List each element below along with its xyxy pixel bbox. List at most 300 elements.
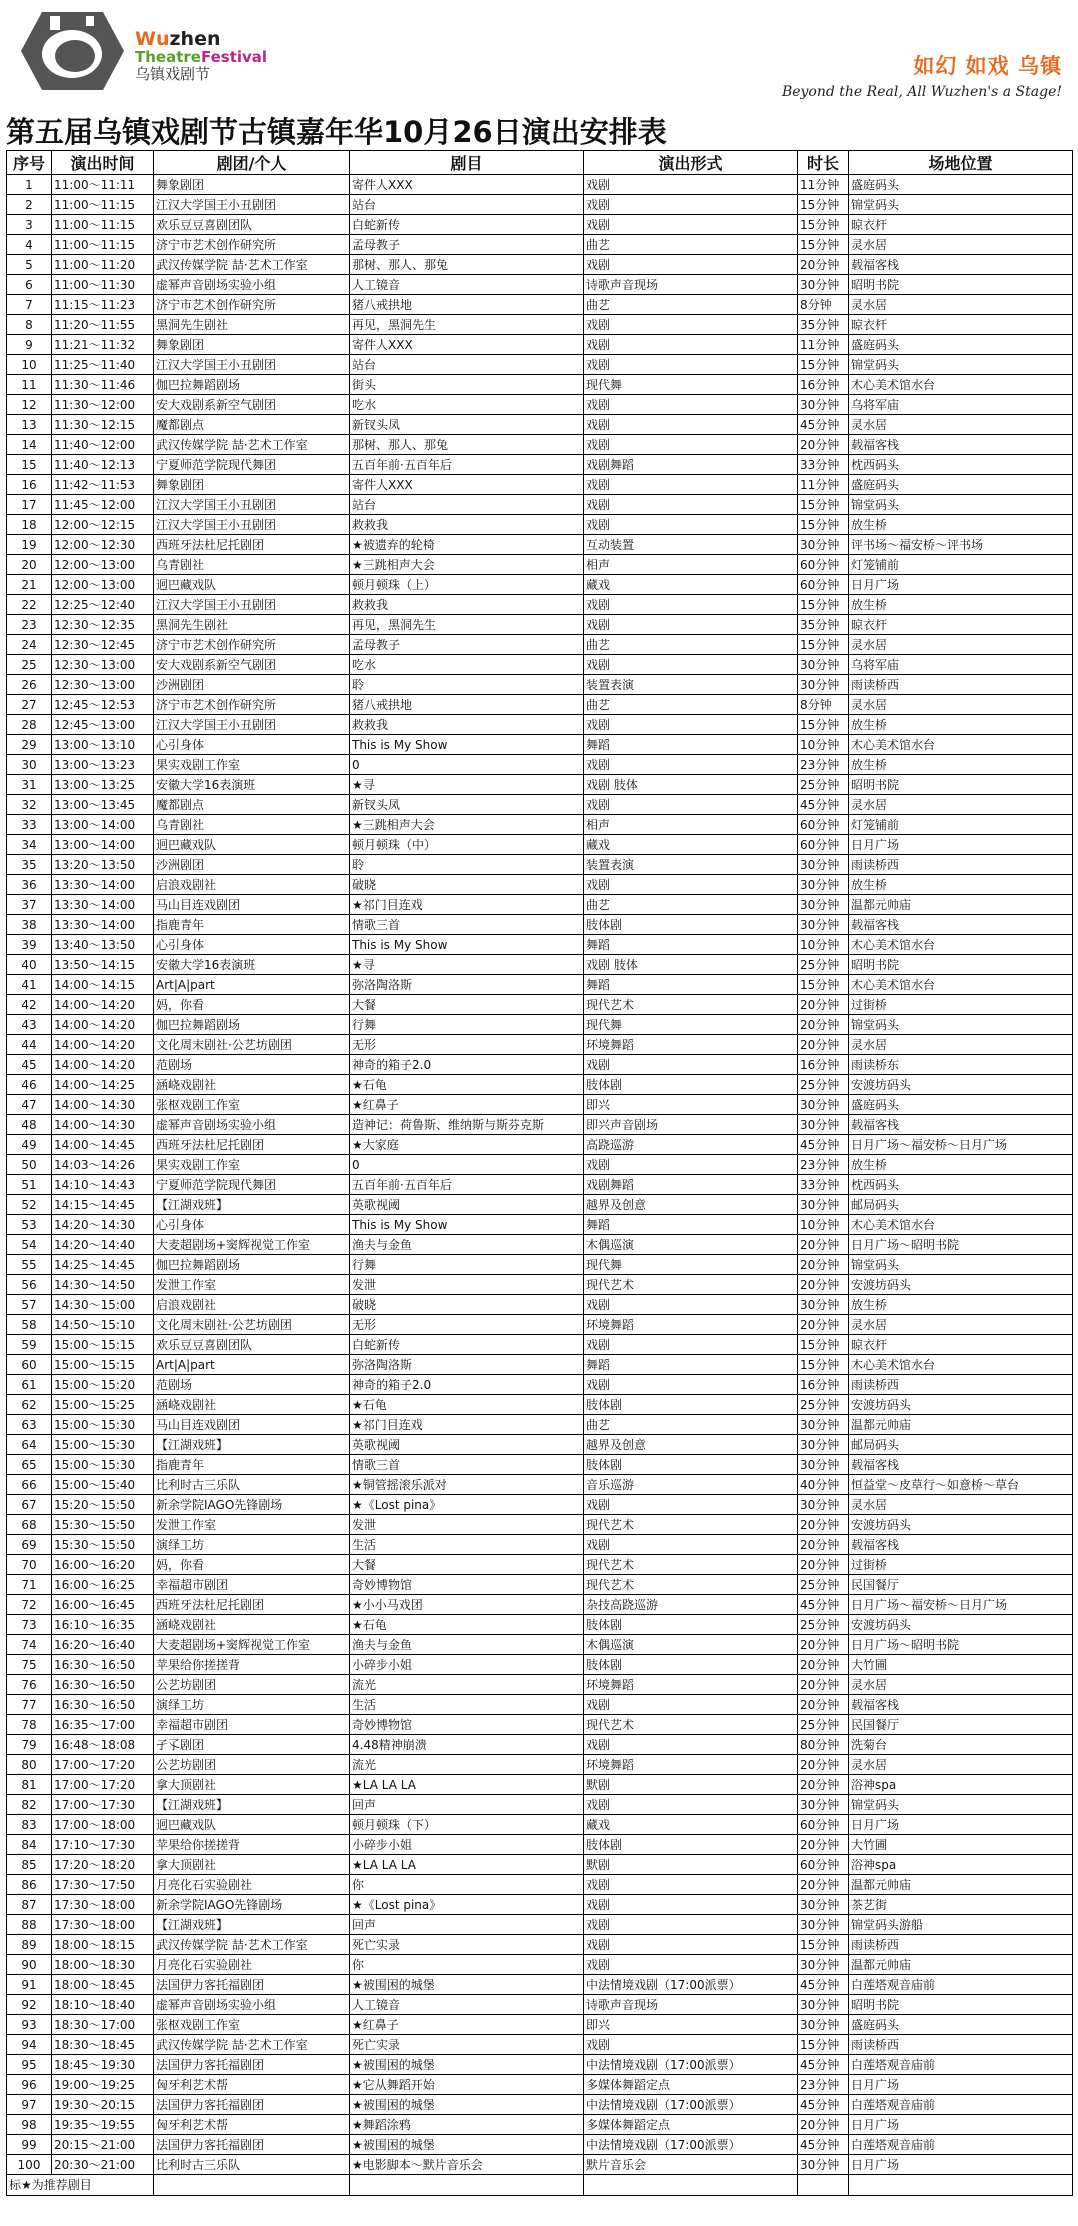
cell-program: 回声 bbox=[350, 1915, 584, 1935]
cell-program: ★小小马戏团 bbox=[350, 1595, 584, 1615]
cell-venue: 浴神spa bbox=[849, 1775, 1073, 1795]
cell-venue: 放生桥 bbox=[849, 515, 1073, 535]
cell-program: ★三跳相声大会 bbox=[350, 815, 584, 835]
cell-duration: 20分钟 bbox=[798, 1695, 849, 1715]
cell-duration: 25分钟 bbox=[798, 1575, 849, 1595]
cell-duration: 20分钟 bbox=[798, 1235, 849, 1255]
cell-form: 环境舞蹈 bbox=[584, 1035, 798, 1055]
cell-venue: 温都元帅庙 bbox=[849, 1955, 1073, 1975]
cell-duration: 35分钟 bbox=[798, 615, 849, 635]
cell-duration: 15分钟 bbox=[798, 215, 849, 235]
cell-time: 16:30～16:50 bbox=[52, 1695, 154, 1715]
cell-time: 15:00～15:20 bbox=[52, 1375, 154, 1395]
cell-time: 14:00～14:20 bbox=[52, 1015, 154, 1035]
cell-troupe: 发泄工作室 bbox=[154, 1515, 350, 1535]
table-row bbox=[7, 1535, 1073, 1555]
table-row bbox=[7, 1155, 1073, 1175]
cell-no: 48 bbox=[7, 1115, 52, 1135]
cell-duration: 25分钟 bbox=[798, 1075, 849, 1095]
cell-form: 诗歌声音现场 bbox=[584, 275, 798, 295]
cell-time: 11:00～11:20 bbox=[52, 255, 154, 275]
cell-troupe: 张枢戏剧工作室 bbox=[154, 2015, 350, 2035]
cell-time: 12:30～13:00 bbox=[52, 675, 154, 695]
table-row bbox=[7, 1795, 1073, 1815]
cell-venue: 灵水居 bbox=[849, 1495, 1073, 1515]
cell-form: 戏剧舞蹈 bbox=[584, 455, 798, 475]
table-header-row bbox=[7, 151, 1073, 175]
cell-program: ★《Lost pina》 bbox=[350, 1495, 584, 1515]
cell-form: 戏剧 bbox=[584, 1155, 798, 1175]
cell-venue: 灯笼铺前 bbox=[849, 815, 1073, 835]
cell-duration: 30分钟 bbox=[798, 275, 849, 295]
cell-no: 13 bbox=[7, 415, 52, 435]
cell-no: 56 bbox=[7, 1275, 52, 1295]
cell-duration: 20分钟 bbox=[798, 1255, 849, 1275]
cell-time: 11:00～11:15 bbox=[52, 215, 154, 235]
cell-venue: 洗菊台 bbox=[849, 1735, 1073, 1755]
cell-duration: 30分钟 bbox=[798, 655, 849, 675]
cell-no: 80 bbox=[7, 1755, 52, 1775]
cell-no: 11 bbox=[7, 375, 52, 395]
cell-time: 13:30～14:00 bbox=[52, 915, 154, 935]
table-footer-row bbox=[7, 2175, 1073, 2196]
cell-venue: 盛庭码头 bbox=[849, 475, 1073, 495]
cell-time: 11:00～11:11 bbox=[52, 175, 154, 195]
cell-duration: 30分钟 bbox=[798, 1115, 849, 1135]
cell-troupe: 欢乐豆豆喜剧团队 bbox=[154, 1335, 350, 1355]
cell-form: 戏剧 bbox=[584, 195, 798, 215]
cell-time: 11:00～11:30 bbox=[52, 275, 154, 295]
cell-troupe: 比利时古三乐队 bbox=[154, 1475, 350, 1495]
cell-venue: 昭明书院 bbox=[849, 275, 1073, 295]
cell-venue: 载福客栈 bbox=[849, 1115, 1073, 1135]
cell-time: 14:30～15:00 bbox=[52, 1295, 154, 1315]
cell-program: 救救我 bbox=[350, 595, 584, 615]
cell-no: 50 bbox=[7, 1155, 52, 1175]
cell-duration: 25分钟 bbox=[798, 1615, 849, 1635]
cell-form: 即兴 bbox=[584, 2015, 798, 2035]
cell-program: ★寻 bbox=[350, 955, 584, 975]
table-body bbox=[7, 175, 1073, 2175]
table-row bbox=[7, 895, 1073, 915]
cell-time: 14:00～14:20 bbox=[52, 995, 154, 1015]
cell-form: 戏剧 bbox=[584, 1335, 798, 1355]
cell-no: 20 bbox=[7, 555, 52, 575]
cell-form: 杂技高跷巡游 bbox=[584, 1595, 798, 1615]
table-row bbox=[7, 1035, 1073, 1055]
logo-word-wu: Wu bbox=[135, 28, 170, 50]
cell-duration: 20分钟 bbox=[798, 1315, 849, 1335]
cell-no: 37 bbox=[7, 895, 52, 915]
cell-time: 14:00～14:20 bbox=[52, 1055, 154, 1075]
cell-venue: 灵水居 bbox=[849, 295, 1073, 315]
cell-form: 戏剧 bbox=[584, 595, 798, 615]
cell-troupe: 迥巴藏戏队 bbox=[154, 835, 350, 855]
cell-venue: 放生桥 bbox=[849, 715, 1073, 735]
cell-program: 大餐 bbox=[350, 995, 584, 1015]
cell-duration: 60分钟 bbox=[798, 835, 849, 855]
cell-time: 16:30～16:50 bbox=[52, 1675, 154, 1695]
cell-duration: 11分钟 bbox=[798, 335, 849, 355]
cell-duration: 11分钟 bbox=[798, 175, 849, 195]
table-row bbox=[7, 235, 1073, 255]
cell-time: 14:00～14:25 bbox=[52, 1075, 154, 1095]
table-row bbox=[7, 1495, 1073, 1515]
cell-time: 14:20～14:40 bbox=[52, 1235, 154, 1255]
cell-venue: 昭明书院 bbox=[849, 775, 1073, 795]
cell-troupe: 济宁市艺术创作研究所 bbox=[154, 695, 350, 715]
cell-troupe: 武汉传媒学院 喆·艺术工作室 bbox=[154, 2035, 350, 2055]
cell-no: 24 bbox=[7, 635, 52, 655]
cell-form: 戏剧 bbox=[584, 1735, 798, 1755]
cell-time: 12:45～13:00 bbox=[52, 715, 154, 735]
table-row bbox=[7, 1475, 1073, 1495]
cell-venue: 乌将军庙 bbox=[849, 395, 1073, 415]
cell-troupe: 迥巴藏戏队 bbox=[154, 1815, 350, 1835]
cell-troupe: 拿大顶剧社 bbox=[154, 1855, 350, 1875]
cell-venue: 锦堂码头 bbox=[849, 495, 1073, 515]
cell-time: 15:30～15:50 bbox=[52, 1535, 154, 1555]
cell-program: 寄件人XXX bbox=[350, 475, 584, 495]
table-row bbox=[7, 375, 1073, 395]
cell-venue: 盛庭码头 bbox=[849, 2015, 1073, 2035]
cell-time: 18:30～18:45 bbox=[52, 2035, 154, 2055]
cell-no: 47 bbox=[7, 1095, 52, 1115]
table-row bbox=[7, 675, 1073, 695]
cell-form: 戏剧 bbox=[584, 315, 798, 335]
cell-duration: 25分钟 bbox=[798, 1395, 849, 1415]
table-row bbox=[7, 1235, 1073, 1255]
cell-troupe: 法国伊力客托福剧团 bbox=[154, 2055, 350, 2075]
slogan bbox=[782, 50, 1062, 100]
cell-no: 43 bbox=[7, 1015, 52, 1035]
cell-no: 77 bbox=[7, 1695, 52, 1715]
cell-duration: 60分钟 bbox=[798, 575, 849, 595]
cell-troupe: 济宁市艺术创作研究所 bbox=[154, 295, 350, 315]
cell-no: 27 bbox=[7, 695, 52, 715]
cell-time: 15:00～15:15 bbox=[52, 1355, 154, 1375]
cell-form: 舞蹈 bbox=[584, 1215, 798, 1235]
table-row bbox=[7, 175, 1073, 195]
cell-troupe: 江汉大学国王小丑剧团 bbox=[154, 495, 350, 515]
cell-no: 33 bbox=[7, 815, 52, 835]
cell-time: 19:35～19:55 bbox=[52, 2115, 154, 2135]
cell-no: 99 bbox=[7, 2135, 52, 2155]
slogan-chinese: 如幻 如戏 乌镇 bbox=[913, 54, 1062, 78]
cell-program: 五百年前·五百年后 bbox=[350, 1175, 584, 1195]
cell-venue: 枕西码头 bbox=[849, 1175, 1073, 1195]
cell-form: 曲艺 bbox=[584, 895, 798, 915]
cell-no: 53 bbox=[7, 1215, 52, 1235]
cell-program: 英歌视阈 bbox=[350, 1435, 584, 1455]
table-row bbox=[7, 575, 1073, 595]
table-row bbox=[7, 2035, 1073, 2055]
cell-troupe: 涵峣戏剧社 bbox=[154, 1615, 350, 1635]
cell-duration: 20分钟 bbox=[798, 995, 849, 1015]
cell-no: 49 bbox=[7, 1135, 52, 1155]
cell-program: 白蛇新传 bbox=[350, 1335, 584, 1355]
cell-time: 18:45～19:30 bbox=[52, 2055, 154, 2075]
cell-troupe: 迥巴藏戏队 bbox=[154, 575, 350, 595]
cell-troupe: 西班牙法杜尼托剧团 bbox=[154, 1135, 350, 1155]
cell-program: 生活 bbox=[350, 1695, 584, 1715]
cell-troupe: 魔都剧点 bbox=[154, 415, 350, 435]
cell-duration: 25分钟 bbox=[798, 955, 849, 975]
cell-time: 16:10～16:35 bbox=[52, 1615, 154, 1635]
cell-form: 藏戏 bbox=[584, 835, 798, 855]
cell-program: This is My Show bbox=[350, 735, 584, 755]
cell-venue: 安渡坊码头 bbox=[849, 1515, 1073, 1535]
cell-form: 音乐巡游 bbox=[584, 1475, 798, 1495]
cell-form: 环境舞蹈 bbox=[584, 1675, 798, 1695]
cell-duration: 30分钟 bbox=[798, 1455, 849, 1475]
cell-time: 14:03～14:26 bbox=[52, 1155, 154, 1175]
table-row bbox=[7, 355, 1073, 375]
table-row bbox=[7, 2155, 1073, 2175]
cell-form: 戏剧 bbox=[584, 415, 798, 435]
cell-no: 94 bbox=[7, 2035, 52, 2055]
cell-time: 12:00～13:00 bbox=[52, 575, 154, 595]
cell-program: 行舞 bbox=[350, 1015, 584, 1035]
cell-venue: 锦堂码头 bbox=[849, 355, 1073, 375]
cell-duration: 10分钟 bbox=[798, 935, 849, 955]
cell-program: 小碎步小姐 bbox=[350, 1835, 584, 1855]
cell-no: 4 bbox=[7, 235, 52, 255]
cell-time: 14:30～14:50 bbox=[52, 1275, 154, 1295]
table-row bbox=[7, 835, 1073, 855]
cell-venue: 晾衣杆 bbox=[849, 315, 1073, 335]
cell-no: 64 bbox=[7, 1435, 52, 1455]
cell-no: 95 bbox=[7, 2055, 52, 2075]
cell-time: 18:00～18:45 bbox=[52, 1975, 154, 1995]
cell-venue: 放生桥 bbox=[849, 1295, 1073, 1315]
cell-duration: 15分钟 bbox=[798, 235, 849, 255]
cell-troupe: 宁夏师范学院现代舞团 bbox=[154, 455, 350, 475]
cell-venue: 日月广场～福安桥～日月广场 bbox=[849, 1595, 1073, 1615]
cell-no: 78 bbox=[7, 1715, 52, 1735]
cell-program: 神奇的箱子2.0 bbox=[350, 1375, 584, 1395]
table-row bbox=[7, 1875, 1073, 1895]
cell-duration: 20分钟 bbox=[798, 1035, 849, 1055]
cell-form: 戏剧 bbox=[584, 1895, 798, 1915]
cell-duration: 30分钟 bbox=[798, 1995, 849, 2015]
cell-troupe: 虚幂声音剧场实验小组 bbox=[154, 1115, 350, 1135]
cell-venue: 载福客栈 bbox=[849, 1535, 1073, 1555]
cell-form: 戏剧 bbox=[584, 1495, 798, 1515]
cell-no: 98 bbox=[7, 2115, 52, 2135]
cell-program: ★三跳相声大会 bbox=[350, 555, 584, 575]
cell-no: 9 bbox=[7, 335, 52, 355]
table-row bbox=[7, 2095, 1073, 2115]
table-row bbox=[7, 875, 1073, 895]
cell-venue: 昭明书院 bbox=[849, 1995, 1073, 2015]
cell-program: 英歌视阈 bbox=[350, 1195, 584, 1215]
table-row bbox=[7, 455, 1073, 475]
cell-form: 戏剧 bbox=[584, 1795, 798, 1815]
cell-troupe: 幸福超市剧团 bbox=[154, 1715, 350, 1735]
cell-duration: 30分钟 bbox=[798, 1915, 849, 1935]
cell-troupe: 大麦超剧场+窦辉视觉工作室 bbox=[154, 1235, 350, 1255]
cell-program: 情歌三首 bbox=[350, 1455, 584, 1475]
cell-no: 2 bbox=[7, 195, 52, 215]
cell-form: 曲艺 bbox=[584, 695, 798, 715]
cell-program: 吃水 bbox=[350, 395, 584, 415]
page-header bbox=[0, 0, 1078, 110]
cell-troupe: 【江湖戏班】 bbox=[154, 1195, 350, 1215]
cell-form: 越界及创意 bbox=[584, 1195, 798, 1215]
cell-time: 11:00～11:15 bbox=[52, 195, 154, 215]
cell-form: 戏剧 bbox=[584, 1915, 798, 1935]
cell-no: 7 bbox=[7, 295, 52, 315]
cell-program: 孟母教子 bbox=[350, 235, 584, 255]
cell-duration: 20分钟 bbox=[798, 1555, 849, 1575]
cell-troupe: 比利时古三乐队 bbox=[154, 2155, 350, 2175]
cell-troupe: 涵峣戏剧社 bbox=[154, 1075, 350, 1095]
cell-program: ★祁门目连戏 bbox=[350, 895, 584, 915]
cell-program: ★电影脚本～默片音乐会 bbox=[350, 2155, 584, 2175]
cell-form: 戏剧舞蹈 bbox=[584, 1175, 798, 1195]
cell-duration: 10分钟 bbox=[798, 1215, 849, 1235]
cell-form: 戏剧 bbox=[584, 1535, 798, 1555]
footer-empty-cell bbox=[849, 2175, 1073, 2196]
cell-troupe: 涵峣戏剧社 bbox=[154, 1395, 350, 1415]
cell-no: 52 bbox=[7, 1195, 52, 1215]
cell-time: 18:00～18:15 bbox=[52, 1935, 154, 1955]
cell-duration: 45分钟 bbox=[798, 1135, 849, 1155]
cell-no: 67 bbox=[7, 1495, 52, 1515]
cell-troupe: 沙洲剧团 bbox=[154, 855, 350, 875]
cell-venue: 日月广场 bbox=[849, 1815, 1073, 1835]
cell-venue: 载福客栈 bbox=[849, 435, 1073, 455]
cell-time: 12:30～12:45 bbox=[52, 635, 154, 655]
cell-venue: 晾衣杆 bbox=[849, 1335, 1073, 1355]
cell-duration: 20分钟 bbox=[798, 1655, 849, 1675]
cell-troupe: 虚幂声音剧场实验小组 bbox=[154, 1995, 350, 2015]
cell-program: 人工镜音 bbox=[350, 275, 584, 295]
cell-venue: 浴神spa bbox=[849, 1855, 1073, 1875]
table-row bbox=[7, 1015, 1073, 1035]
logo-word-festival: Festival bbox=[200, 47, 268, 66]
cell-time: 15:00～15:30 bbox=[52, 1455, 154, 1475]
cell-troupe: 拿大顶剧社 bbox=[154, 1775, 350, 1795]
cell-program: 聆 bbox=[350, 675, 584, 695]
cell-time: 13:00～13:25 bbox=[52, 775, 154, 795]
cell-program: 救救我 bbox=[350, 715, 584, 735]
cell-form: 环境舞蹈 bbox=[584, 1755, 798, 1775]
cell-troupe: 乌青剧社 bbox=[154, 815, 350, 835]
table-row bbox=[7, 915, 1073, 935]
table-row bbox=[7, 1935, 1073, 1955]
cell-no: 93 bbox=[7, 2015, 52, 2035]
cell-venue: 雨读桥西 bbox=[849, 1935, 1073, 1955]
cell-no: 21 bbox=[7, 575, 52, 595]
cell-time: 12:00～12:30 bbox=[52, 535, 154, 555]
cell-no: 79 bbox=[7, 1735, 52, 1755]
cell-no: 22 bbox=[7, 595, 52, 615]
cell-no: 84 bbox=[7, 1835, 52, 1855]
cell-troupe: 【江湖戏班】 bbox=[154, 1435, 350, 1455]
cell-program: ★铜管摇滚乐派对 bbox=[350, 1475, 584, 1495]
cell-program: ★被围困的城堡 bbox=[350, 2135, 584, 2155]
cell-duration: 30分钟 bbox=[798, 915, 849, 935]
cell-no: 32 bbox=[7, 795, 52, 815]
cell-no: 85 bbox=[7, 1855, 52, 1875]
cell-time: 11:30～12:00 bbox=[52, 395, 154, 415]
cell-form: 现代舞 bbox=[584, 1015, 798, 1035]
cell-troupe: 伽巴拉舞蹈剧场 bbox=[154, 1255, 350, 1275]
cell-duration: 20分钟 bbox=[798, 1835, 849, 1855]
cell-time: 15:00～15:30 bbox=[52, 1415, 154, 1435]
cell-time: 20:30～21:00 bbox=[52, 2155, 154, 2175]
cell-no: 15 bbox=[7, 455, 52, 475]
cell-duration: 23分钟 bbox=[798, 1155, 849, 1175]
cell-venue: 枕西码头 bbox=[849, 455, 1073, 475]
slogan-english: Beyond the Real, All Wuzhen's a Stage! bbox=[781, 84, 1062, 100]
cell-no: 44 bbox=[7, 1035, 52, 1055]
table-row bbox=[7, 1275, 1073, 1295]
cell-program: 站台 bbox=[350, 195, 584, 215]
cell-time: 17:30～18:00 bbox=[52, 1915, 154, 1935]
cell-venue: 雨读桥西 bbox=[849, 2035, 1073, 2055]
cell-no: 19 bbox=[7, 535, 52, 555]
table-row bbox=[7, 475, 1073, 495]
cell-program: ★它从舞蹈开始 bbox=[350, 2075, 584, 2095]
cell-duration: 15分钟 bbox=[798, 495, 849, 515]
cell-no: 35 bbox=[7, 855, 52, 875]
cell-time: 16:35～17:00 bbox=[52, 1715, 154, 1735]
cell-time: 14:00～14:15 bbox=[52, 975, 154, 995]
cell-troupe: 武汉传媒学院 喆·艺术工作室 bbox=[154, 1935, 350, 1955]
cell-time: 16:00～16:25 bbox=[52, 1575, 154, 1595]
cell-program: 街头 bbox=[350, 375, 584, 395]
cell-program: ★大家庭 bbox=[350, 1135, 584, 1155]
cell-form: 戏剧 bbox=[584, 175, 798, 195]
cell-troupe: 文化周末剧社·公艺坊剧团 bbox=[154, 1315, 350, 1335]
cell-time: 14:00～14:30 bbox=[52, 1115, 154, 1135]
cell-troupe: 新余学院IAGO先锋剧场 bbox=[154, 1495, 350, 1515]
cell-troupe: 大麦超剧场+窦辉视觉工作室 bbox=[154, 1635, 350, 1655]
cell-time: 15:00～15:30 bbox=[52, 1435, 154, 1455]
cell-duration: 45分钟 bbox=[798, 1595, 849, 1615]
cell-program: 寄件人XXX bbox=[350, 175, 584, 195]
cell-venue: 日月广场～福安桥～日月广场 bbox=[849, 1135, 1073, 1155]
cell-duration: 30分钟 bbox=[798, 1195, 849, 1215]
cell-troupe: 舞象剧团 bbox=[154, 175, 350, 195]
cell-program: 站台 bbox=[350, 355, 584, 375]
cell-no: 14 bbox=[7, 435, 52, 455]
cell-time: 17:20～18:20 bbox=[52, 1855, 154, 1875]
cell-venue: 锦堂码头 bbox=[849, 195, 1073, 215]
cell-duration: 15分钟 bbox=[798, 1355, 849, 1375]
cell-time: 14:50～15:10 bbox=[52, 1315, 154, 1335]
cell-troupe: 武汉传媒学院 喆·艺术工作室 bbox=[154, 435, 350, 455]
cell-duration: 16分钟 bbox=[798, 375, 849, 395]
cell-duration: 8分钟 bbox=[798, 295, 849, 315]
cell-no: 59 bbox=[7, 1335, 52, 1355]
cell-duration: 30分钟 bbox=[798, 2015, 849, 2035]
cell-no: 96 bbox=[7, 2075, 52, 2095]
cell-time: 15:30～15:50 bbox=[52, 1515, 154, 1535]
cell-no: 10 bbox=[7, 355, 52, 375]
cell-form: 默剧 bbox=[584, 1775, 798, 1795]
cell-no: 28 bbox=[7, 715, 52, 735]
table-row bbox=[7, 1075, 1073, 1095]
cell-time: 13:20～13:50 bbox=[52, 855, 154, 875]
cell-program: 大餐 bbox=[350, 1555, 584, 1575]
table-row bbox=[7, 2115, 1073, 2135]
cell-program: 再见，黑洞先生 bbox=[350, 315, 584, 335]
table-row bbox=[7, 1515, 1073, 1535]
